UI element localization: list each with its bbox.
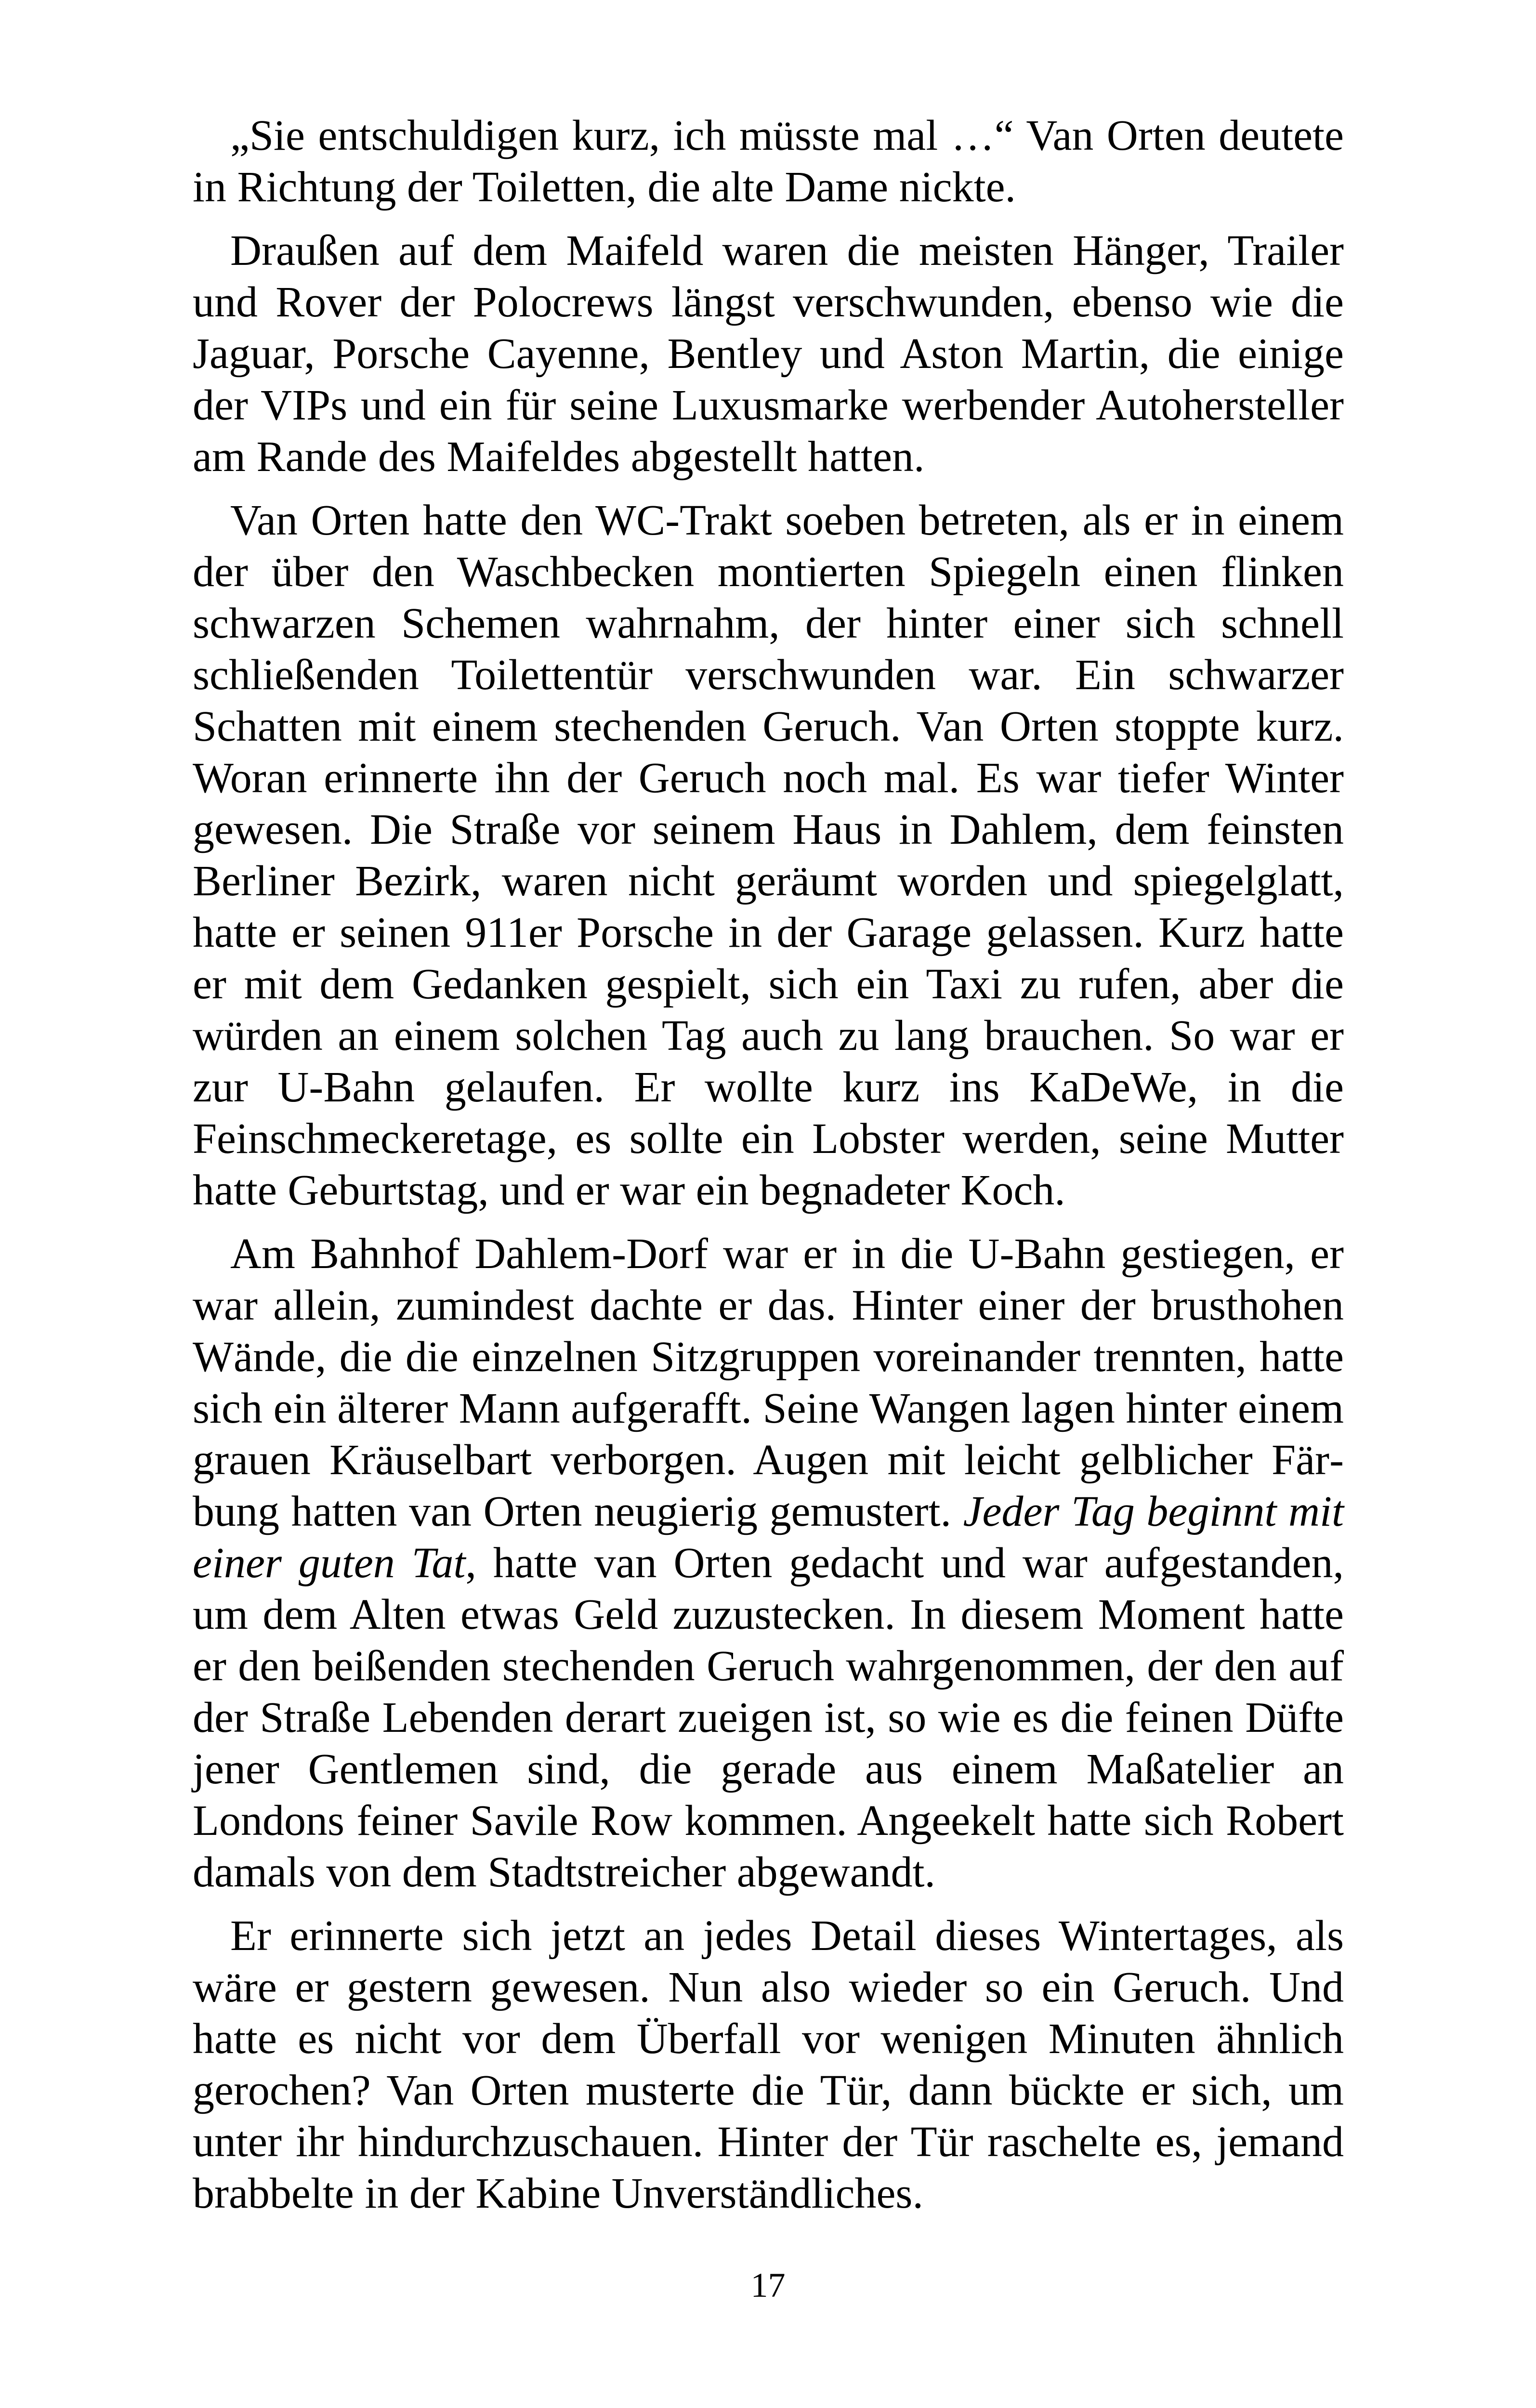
- paragraph-4-part-1: Am Bahnhof Dahlem-Dorf war er in die U-Bahn gestiegen, er war allein, zumindest dachte er das. Hinter einer der brusthohen Wände, die die einzelnen Sitzgruppen voreinander trennten, hatte sich ein älterer Mann aufgerafft. Seine Wangen lagen hinter einem grauen Kräuselbart verborgen. Augen mit leicht gelblicher Färbung hatten van Orten neugierig gemustert.: [193, 1230, 1344, 1535]
- paragraph-2: Draußen auf dem Maifeld waren die meisten Hänger, Trailer und Rover der Polocrews längst verschwunden, ebenso wie die Jaguar, Porsche Cayenne, Bentley und Aston Martin, die einige der VIPs und ein für seine Luxusmarke werbender Autohersteller am Rande des Maifeldes abgestellt hatten.: [193, 227, 1344, 481]
- paragraph-1: „Sie entschuldigen kurz, ich müsste mal …“ Van Orten deutete in Richtung der Toiletten, die alte Dame nickte.: [193, 112, 1344, 211]
- body-text: [193, 110, 1344, 2231]
- paragraph-4: [193, 1228, 1344, 1898]
- paragraph-3: Van Orten hatte den WC-Trakt soeben betreten, als er in einem der über den Waschbecken montierten Spiegeln einen flinken schwarzen Schemen wahrnahm, der hinter einer sich schnell schließenden Toilettentür verschwunden war. Ein schwarzer Schatten mit einem stechenden Geruch. Van Orten stoppte kurz. Woran erinnerte ihn der Geruch noch mal. Es war tiefer Winter gewesen. Die Straße vor seinem Haus in Dahlem, dem feinsten Berliner Bezirk, waren nicht geräumt worden und spiegelglatt, hatte er seinen 911er Porsche in der Garage gelassen. Kurz hatte er mit dem Gedanken gespielt, sich ein Taxi zu rufen, aber die würden an einem solchen Tag auch zu lang brauchen. So war er zur U-Bahn gelaufen. Er wollte kurz ins KaDeWe, in die Feinschmeckeretage, es sollte ein Lobster werden, seine Mutter hatte Geburtstag, und er war ein begnadeter Koch.: [193, 497, 1344, 1214]
- italic-phrase: Jeder Tag beginnt mit einer guten Tat: [193, 1488, 1344, 1587]
- paragraph-4-part-2: , hatte van Orten gedacht und war aufgestanden, um dem Alten etwas Geld zuzustecken. In diesem Moment hatte er den beißenden stechenden Geruch wahrgenommen, der den auf der Straße Lebenden derart zueigen ist, so wie es die feinen Düfte jener Gentlemen sind, die gerade aus einem Maßatelier an Londons feiner Savile Row kommen. Angeekelt hatte sich Robert damals von dem Stadtstreicher abgewandt.: [193, 1539, 1344, 1896]
- page-number: 17: [750, 2266, 786, 2304]
- paragraph-5: Er erinnerte sich jetzt an jedes Detail dieses Wintertages, als wäre er gestern gewesen. Nun also wieder so ein Geruch. Und hatte es nicht vor dem Überfall vor wenigen Minuten ähnlich gerochen? Van Orten musterte die Tür, dann bückte er sich, um unter ihr hindurchzuschauen. Hinter der Tür raschelte es, jemand brabbelte in der Kabine Unverständliches.: [193, 1912, 1344, 2217]
